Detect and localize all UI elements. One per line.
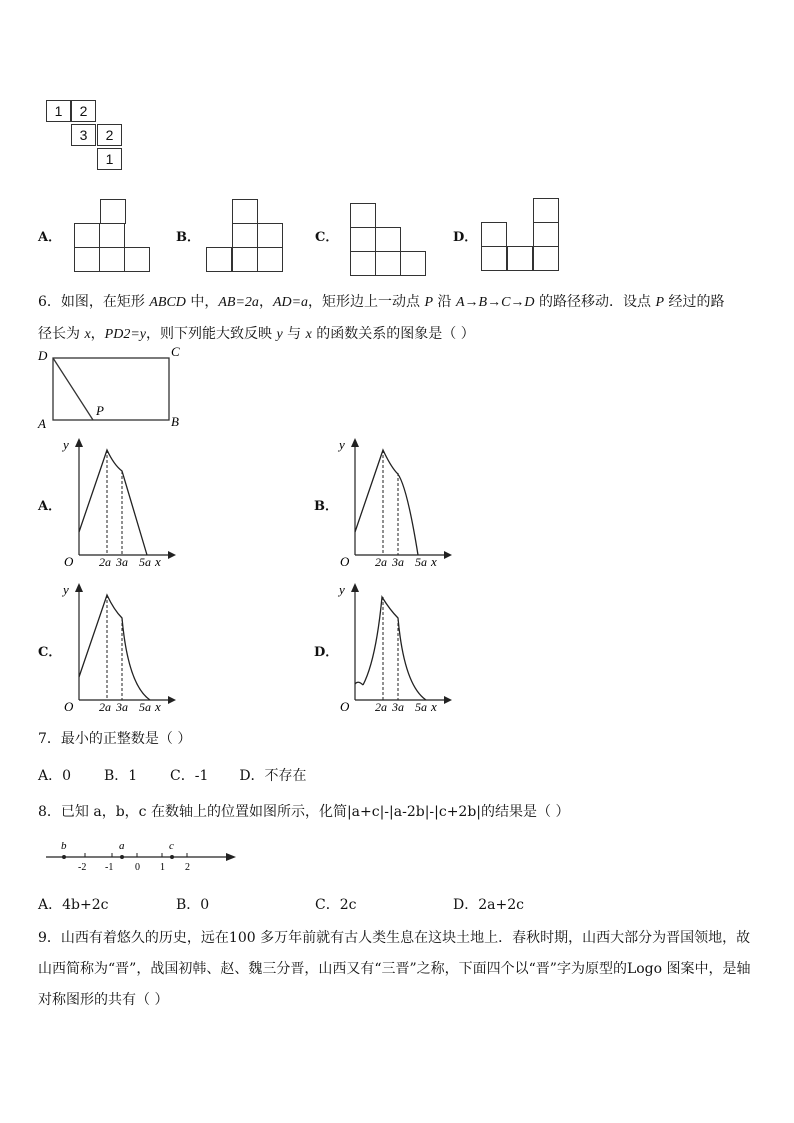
q8-question: 8．已知 a，b，c 在数轴上的位置如图所示，化简|a+c|-|a-2b|-|c+2b|的结果是（ ） bbox=[38, 804, 570, 820]
option[interactable]: D．2a+2c bbox=[453, 897, 524, 913]
svg-text:2: 2 bbox=[185, 862, 190, 873]
option[interactable]: A．0 bbox=[38, 768, 72, 784]
svg-text:1: 1 bbox=[160, 862, 165, 873]
grid-cell: 2 bbox=[71, 100, 96, 122]
q9-line2: 山西简称为“晋”，战国初韩、赵、魏三分晋，山西又有“三晋”之称，下面四个以“晋”字为原型的Logo 图案中，是轴 bbox=[38, 961, 751, 977]
graph-d bbox=[336, 580, 466, 715]
graph-c bbox=[60, 580, 190, 715]
svg-text:3a: 3a bbox=[392, 555, 404, 569]
grid-cell: 3 bbox=[71, 124, 96, 146]
q7-question: 7．最小的正整数是（ ） bbox=[38, 731, 192, 747]
label-c: C bbox=[171, 344, 180, 359]
svg-text:y: y bbox=[63, 437, 69, 452]
q9-line3: 对称图形的共有（ ） bbox=[38, 992, 169, 1008]
option-label[interactable]: A． bbox=[38, 499, 62, 514]
svg-text:O: O bbox=[64, 699, 74, 714]
svg-text:3a: 3a bbox=[116, 700, 128, 714]
option-label[interactable]: B． bbox=[314, 499, 338, 514]
q9-line1: 9．山西有着悠久的历史，远在100 多万年前就有古人类生息在这块土地上．春秋时期，山西大部分为晋国领地，故 bbox=[38, 930, 751, 946]
svg-text:2a: 2a bbox=[99, 555, 111, 569]
svg-text:x: x bbox=[431, 554, 437, 569]
svg-text:-2: -2 bbox=[78, 862, 87, 873]
svg-text:5a: 5a bbox=[139, 700, 151, 714]
grid-cell: 2 bbox=[97, 124, 122, 146]
option[interactable]: B．1 bbox=[103, 768, 138, 784]
svg-text:2a: 2a bbox=[375, 555, 387, 569]
option[interactable]: D．不存在 bbox=[239, 768, 307, 784]
svg-text:3a: 3a bbox=[392, 700, 404, 714]
svg-text:2a: 2a bbox=[99, 700, 111, 714]
svg-text:c: c bbox=[169, 840, 174, 852]
svg-text:O: O bbox=[64, 554, 74, 569]
option-label[interactable]: D． bbox=[314, 645, 339, 660]
grid-cell: 1 bbox=[97, 148, 122, 170]
svg-text:x: x bbox=[155, 699, 161, 714]
svg-text:x: x bbox=[155, 554, 161, 569]
svg-text:b: b bbox=[61, 840, 67, 852]
svg-text:5a: 5a bbox=[415, 700, 427, 714]
svg-text:x: x bbox=[431, 699, 437, 714]
option[interactable]: A．4b+2c bbox=[38, 897, 109, 913]
label-b: B bbox=[171, 414, 179, 429]
svg-text:y: y bbox=[339, 582, 345, 597]
graph-a bbox=[60, 435, 190, 570]
option[interactable]: C．2c bbox=[315, 897, 357, 913]
svg-text:2a: 2a bbox=[375, 700, 387, 714]
option[interactable]: C．-1 bbox=[170, 768, 209, 784]
option[interactable]: B．0 bbox=[176, 897, 210, 913]
svg-text:-1: -1 bbox=[105, 862, 114, 873]
option-label[interactable]: D． bbox=[453, 230, 478, 245]
graph-b bbox=[336, 435, 466, 570]
svg-text:a: a bbox=[119, 840, 125, 852]
svg-text:5a: 5a bbox=[139, 555, 151, 569]
option-label[interactable]: C． bbox=[315, 230, 339, 245]
grid-cell: 1 bbox=[46, 100, 71, 122]
q6-line1: 6．如图，在矩形 ABCD 中，AB=2a，AD=a，矩形边上一动点 P 沿 A→B→C→D 的路径移动．设点 P 经过的路 bbox=[38, 294, 725, 310]
q6-line2: 径长为 x，PD2=y，则下列能大致反映 y 与 x 的函数关系的图象是（ ） bbox=[38, 326, 475, 342]
option-label[interactable]: A． bbox=[38, 230, 62, 245]
rectangle-figure bbox=[30, 340, 200, 435]
svg-text:O: O bbox=[340, 699, 350, 714]
label-p: P bbox=[96, 403, 104, 418]
svg-text:3a: 3a bbox=[116, 555, 128, 569]
svg-text:y: y bbox=[339, 437, 345, 452]
option-label[interactable]: C． bbox=[38, 645, 62, 660]
svg-text:5a: 5a bbox=[415, 555, 427, 569]
q7-options bbox=[38, 765, 307, 785]
label-a: A bbox=[38, 416, 46, 431]
number-line bbox=[40, 835, 240, 875]
svg-text:0: 0 bbox=[135, 862, 140, 873]
svg-text:O: O bbox=[340, 554, 350, 569]
svg-text:y: y bbox=[63, 582, 69, 597]
option-label[interactable]: B． bbox=[176, 230, 200, 245]
label-d: D bbox=[38, 348, 48, 363]
